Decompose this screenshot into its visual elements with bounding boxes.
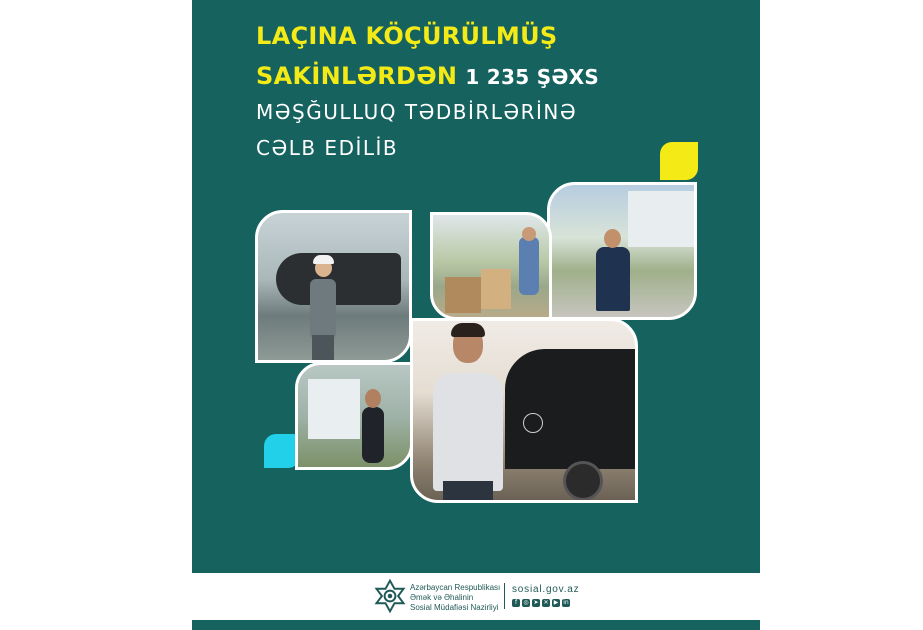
social-icons <box>512 599 570 607</box>
ministry-name <box>410 583 500 613</box>
wheel-shape <box>563 461 603 501</box>
ministry-line: Azərbaycan Respublikası <box>410 583 501 592</box>
photo-security-guard <box>547 182 697 320</box>
youtube-icon[interactable]: ▶ <box>553 599 559 606</box>
ministry-line: Sosial Müdafiəsi Nazirliyi <box>410 603 499 612</box>
linkedin-icon[interactable]: in <box>563 599 569 606</box>
yellow-accent-square <box>660 142 698 180</box>
website-link[interactable]: sosial.gov.az <box>512 584 580 595</box>
worker-legs <box>312 335 334 361</box>
headline-line-2 <box>256 62 736 90</box>
headline-line-4: CƏLB EDİLİB <box>256 136 399 160</box>
photo-woman-stand <box>295 362 413 470</box>
trailer-shape <box>505 349 638 469</box>
headline-line-1: LAÇINA KÖÇÜRÜLMÜŞ <box>256 22 558 50</box>
vendor-body <box>519 237 539 295</box>
footer-divider <box>504 583 505 609</box>
box-shape <box>445 277 481 313</box>
emblem-icon <box>523 413 543 433</box>
box-shape <box>481 269 511 309</box>
stand-shape <box>308 379 360 439</box>
machine-shape <box>276 253 401 305</box>
woman-body <box>362 407 384 463</box>
building-shape <box>628 191 694 247</box>
headline-count: 1 235 ŞƏXS <box>465 65 600 89</box>
vendor-head <box>522 227 536 241</box>
man-pants <box>443 481 493 503</box>
ministry-line: Əmək və Əhalinin <box>410 593 474 602</box>
facebook-icon[interactable]: f <box>512 599 520 607</box>
twitter-icon[interactable]: ✕ <box>543 599 549 606</box>
headline-line-2-text: SAKİNLƏRDƏN <box>256 62 458 90</box>
poster <box>192 0 760 630</box>
woman-head <box>365 389 381 408</box>
man-hair <box>451 323 485 337</box>
bottom-stripe <box>192 620 760 630</box>
ministry-logo-icon <box>372 578 408 614</box>
guard-head <box>604 229 621 248</box>
helmet-icon <box>313 255 334 264</box>
photo-vendor-boxes <box>430 212 552 320</box>
instagram-icon[interactable]: ◎ <box>523 599 529 606</box>
headline-line-3: MƏŞĞULLUQ TƏDBİRLƏRİNƏ <box>256 100 578 124</box>
photo-coffee-trailer <box>410 318 638 503</box>
worker-body <box>310 279 336 339</box>
man-shirt <box>433 373 503 491</box>
guard-body <box>596 247 630 311</box>
photo-factory-worker <box>255 210 412 363</box>
telegram-icon[interactable]: ➤ <box>533 599 539 606</box>
